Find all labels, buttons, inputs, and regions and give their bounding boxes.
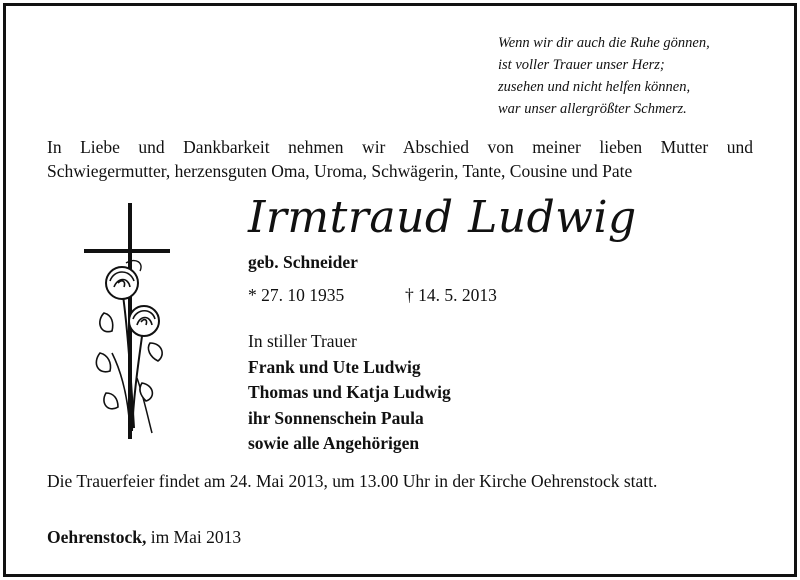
intro-line-1: In Liebe und Dankbarkeit nehmen wir Abschied von meiner lieben Mutter und bbox=[47, 137, 753, 157]
poem-line: war unser allergrößter Schmerz. bbox=[498, 101, 687, 117]
cross-with-roses-icon bbox=[82, 203, 172, 443]
mourners bbox=[248, 329, 451, 457]
mourner-name: sowie alle Angehörigen bbox=[248, 433, 420, 453]
intro-text bbox=[47, 135, 753, 183]
mourner-name: Thomas und Katja Ludwig bbox=[248, 382, 451, 402]
poem-line: zusehen und nicht helfen können, bbox=[498, 79, 691, 95]
place-date: im Mai 2013 bbox=[150, 527, 242, 547]
place-town: Oehrenstock, bbox=[47, 527, 147, 547]
mourners-heading: In stiller Trauer bbox=[248, 331, 357, 351]
poem-line: Wenn wir dir auch die Ruhe gönnen, bbox=[498, 35, 710, 51]
poem-line: ist voller Trauer unser Herz; bbox=[498, 57, 665, 73]
intro-line-2: Schwiegermutter, herzensguten Oma, Uroma, Schwägerin, Tante, Cousine und Pate bbox=[47, 161, 633, 181]
poem bbox=[498, 32, 788, 120]
birth-date: * 27. 10 1935 bbox=[248, 285, 345, 305]
death-date: † 14. 5. 2013 bbox=[405, 285, 497, 305]
service-announcement: Die Trauerfeier findet am 24. Mai 2013, um 13.00 Uhr in der Kirche Oehrenstock statt. bbox=[47, 471, 658, 491]
maiden-name: geb. Schneider bbox=[248, 252, 358, 272]
life-dates bbox=[248, 285, 497, 306]
deceased-name: Irmtraud Ludwig bbox=[248, 192, 637, 243]
mourner-name: ihr Sonnenschein Paula bbox=[248, 407, 424, 428]
place-and-date bbox=[47, 527, 241, 548]
mourner-name: Frank und Ute Ludwig bbox=[248, 356, 421, 377]
